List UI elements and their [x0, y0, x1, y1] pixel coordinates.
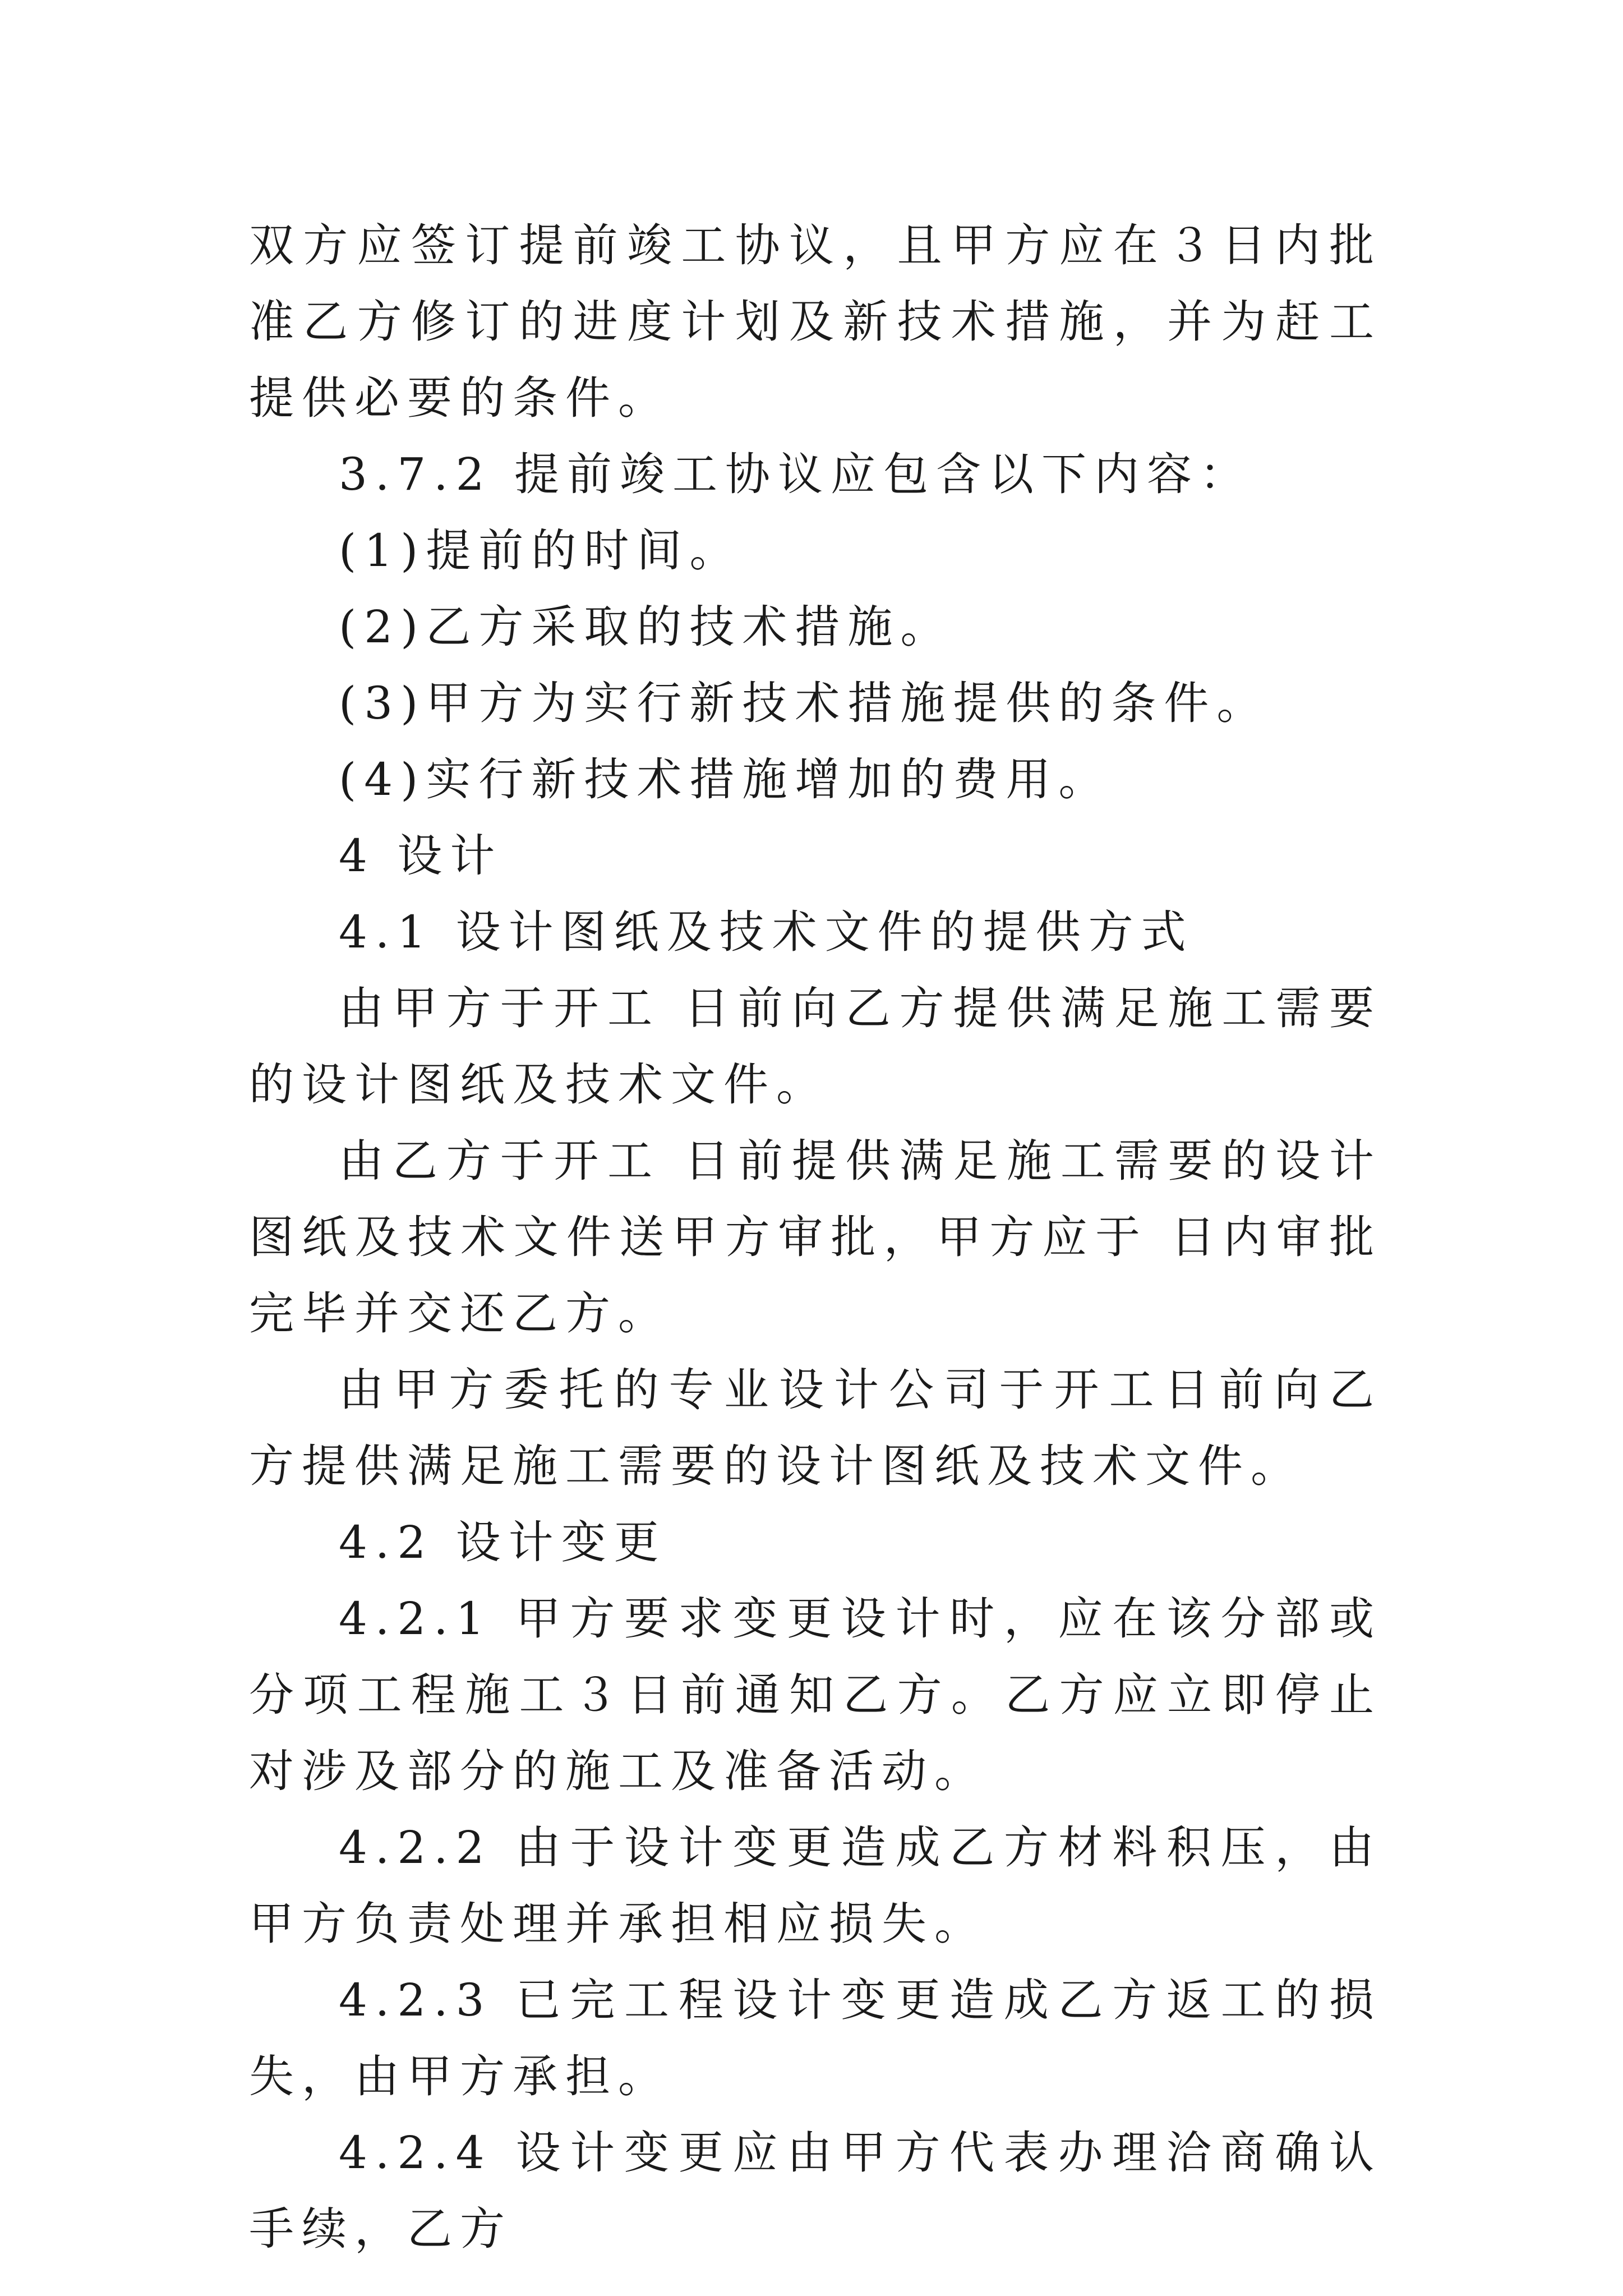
section-4-2-heading: 4.2 设计变更	[339, 1516, 667, 1568]
paragraph-design-option-a: 由甲方于开工 日前向乙方提供满足施工需要的设计图纸及技术文件。	[249, 982, 1382, 1111]
paragraph-design-option-b: 由乙方于开工 日前提供满足施工需要的设计图纸及技术文件送甲方审批，甲方应于 日内审批完毕并交还乙方。	[249, 1135, 1382, 1340]
clause-4-2-3: 4.2.3 已完工程设计变更造成乙方返工的损失，由甲方承担。	[249, 1974, 1382, 2102]
list-item-4: (4)实行新技术措施增加的费用。	[339, 753, 1112, 806]
clause-4-2-1: 4.2.1 甲方要求变更设计时，应在该分部或分项工程施工３日前通知乙方。乙方应立即停止对涉及部分的施工及准备活动。	[249, 1593, 1382, 1797]
document-body	[249, 208, 1382, 2267]
paragraph-continuation: 双方应签订提前竣工协议，且甲方应在３日内批准乙方修订的进度计划及新技术措施，并为赶工提供必要的条件。	[249, 219, 1382, 424]
section-4-1-heading: 4.1 设计图纸及技术文件的提供方式	[339, 906, 1194, 958]
list-item-1: (1)提前的时间。	[339, 524, 743, 577]
paragraph-design-option-c: 由甲方委托的专业设计公司于开工日前向乙方提供满足施工需要的设计图纸及技术文件。	[249, 1364, 1382, 1492]
clause-4-2-4: 4.2.4 设计变更应由甲方代表办理洽商确认手续，乙方	[249, 2127, 1382, 2255]
clause-4-2-2: 4.2.2 由于设计变更造成乙方材料积压，由甲方负责处理并承担相应损失。	[249, 1821, 1382, 1950]
section-4-heading: 4 设计	[339, 830, 503, 882]
list-item-2: (2)乙方采取的技术措施。	[339, 601, 953, 653]
clause-3-7-2-heading: 3.7.2 提前竣工协议应包含以下内容：	[339, 448, 1252, 500]
list-item-3: (3)甲方为实行新技术措施提供的条件。	[339, 677, 1270, 729]
